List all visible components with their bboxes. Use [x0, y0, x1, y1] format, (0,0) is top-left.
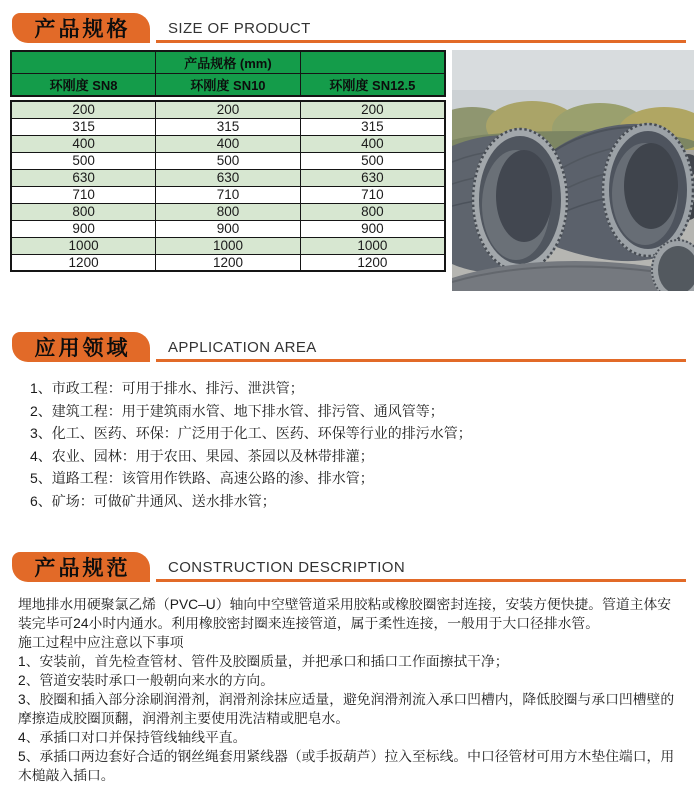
table-row: [11, 118, 445, 135]
section-title-en: SIZE OF PRODUCT: [156, 20, 686, 43]
spec-cell: 1200: [11, 254, 156, 271]
application-section: [0, 332, 694, 512]
section-badge: [12, 332, 150, 362]
spec-cell: 630: [300, 169, 445, 186]
spec-cell: 200: [11, 101, 156, 118]
table-row: [11, 51, 445, 74]
section-badge: [12, 552, 150, 582]
table-row: [11, 74, 445, 97]
spec-table-header: [10, 50, 446, 97]
spec-cell: 1000: [156, 237, 301, 254]
section-title-en: APPLICATION AREA: [156, 339, 686, 362]
spec-cell: 1000: [11, 237, 156, 254]
spec-table-column: [10, 50, 446, 291]
spec-cell: 710: [11, 186, 156, 203]
spec-cell: 800: [11, 203, 156, 220]
section-title-zh: 产品规格: [34, 18, 131, 41]
section-header-construction: [12, 552, 686, 582]
spec-col-header-sn8: 环刚度 SN8: [11, 74, 156, 97]
size-section: [0, 0, 694, 291]
spec-col-header-sn10: 环刚度 SN10: [156, 74, 301, 97]
spec-cell: 900: [300, 220, 445, 237]
spec-cell: 710: [300, 186, 445, 203]
spec-cell: 630: [11, 169, 156, 186]
section-title-zh: 产品规范: [34, 557, 131, 580]
spec-cell: 800: [300, 203, 445, 220]
table-row: [11, 220, 445, 237]
spec-table-and-photo-row: [10, 50, 686, 291]
spec-cell: 630: [156, 169, 301, 186]
spec-cell: 900: [11, 220, 156, 237]
spec-cell: 315: [11, 118, 156, 135]
section-header-size: [12, 13, 686, 43]
spec-cell: 900: [156, 220, 301, 237]
table-row: [11, 186, 445, 203]
construction-note: 1、安装前，首先检查管材、管件及胶圈质量，并把承口和插口工作面擦拭干净；: [18, 654, 509, 669]
table-row: [11, 152, 445, 169]
spec-col-header-sn12-5: 环刚度 SN12.5: [300, 74, 445, 97]
application-item: 4、农业、园林：用于农田、果园、茶园以及林带排灌；: [30, 447, 374, 464]
application-item: 1、市政工程：可用于排水、排污、泄洪管；: [30, 380, 304, 396]
spec-table-title-cell: 产品规格 (mm): [156, 51, 301, 74]
spec-cell: 800: [156, 203, 301, 220]
construction-note: 3、胶圈和插入部分涂刷润滑剂，润滑剂涂抹应适量，避免润滑剂流入承口凹槽内，降低胶圈与承口凹槽壁的摩擦造成胶圈顶翻，润滑剂主要使用洗洁精或肥皂水。: [18, 692, 675, 726]
construction-note: 4、承插口对口并保持管线轴线平直。: [18, 730, 247, 745]
application-item: 5、道路工程：该管用作铁路、高速公路的渗、排水管；: [30, 470, 374, 486]
spec-cell: 315: [300, 118, 445, 135]
spec-cell: 710: [156, 186, 301, 203]
construction-subtitle: 施工过程中应注意以下事项: [18, 635, 184, 650]
spec-table-body: [10, 100, 446, 272]
section-badge: [12, 13, 150, 43]
spec-cell: 500: [300, 152, 445, 169]
table-row: [11, 237, 445, 254]
table-row: [11, 169, 445, 186]
table-row: [11, 203, 445, 220]
spec-cell: 400: [11, 135, 156, 152]
spec-cell: 200: [156, 101, 301, 118]
section-title-zh: 应用领域: [34, 337, 131, 360]
spec-cell: 200: [300, 101, 445, 118]
application-item: 6、矿场：可做矿井通风、送水排水管；: [30, 492, 276, 509]
spec-cell: 1000: [300, 237, 445, 254]
construction-section: [0, 552, 694, 785]
spec-cell: 1200: [300, 254, 445, 271]
spec-cell: 400: [156, 135, 301, 152]
spec-cell: 500: [156, 152, 301, 169]
construction-note: 2、管道安装时承口一般朝向来水的方向。: [18, 673, 275, 688]
table-row: [11, 135, 445, 152]
spec-cell: 1200: [156, 254, 301, 271]
construction-intro: 埋地排水用硬聚氯乙烯（PVC–U）轴向中空壁管道采用胶粘或橡胶圈密封连接，安装方便快捷。管道主体安装完毕可24小时内通水。利用橡胶密封圈来连接管道，属于柔性连接，一般用于大口径排水管。: [18, 597, 672, 631]
table-row: [11, 254, 445, 271]
application-list: [30, 377, 674, 512]
application-item: 2、建筑工程：用于建筑雨水管、地下排水管、排污管、通风管等；: [30, 402, 444, 419]
spec-cell: 500: [11, 152, 156, 169]
section-header-application: [12, 332, 686, 362]
section-title-en: CONSTRUCTION DESCRIPTION: [156, 559, 686, 582]
spec-header-empty-cell: [300, 51, 445, 74]
spec-header-empty-cell: [11, 51, 156, 74]
spec-cell: 315: [156, 118, 301, 135]
pipes-photo-illustration: [452, 50, 694, 291]
construction-note: 5、承插口两边套好合适的钢丝绳套用紧线器（或手扳葫芦）拉入至标线。中口径管材可用方木垫住端口，用木槌敲入插口。: [18, 749, 675, 783]
construction-text: [18, 595, 680, 785]
spec-cell: 400: [300, 135, 445, 152]
table-row: [11, 101, 445, 118]
pipes-photo: [452, 50, 694, 291]
application-item: 3、化工、医药、环保：广泛用于化工、医药、环保等行业的排污水管；: [30, 425, 472, 441]
